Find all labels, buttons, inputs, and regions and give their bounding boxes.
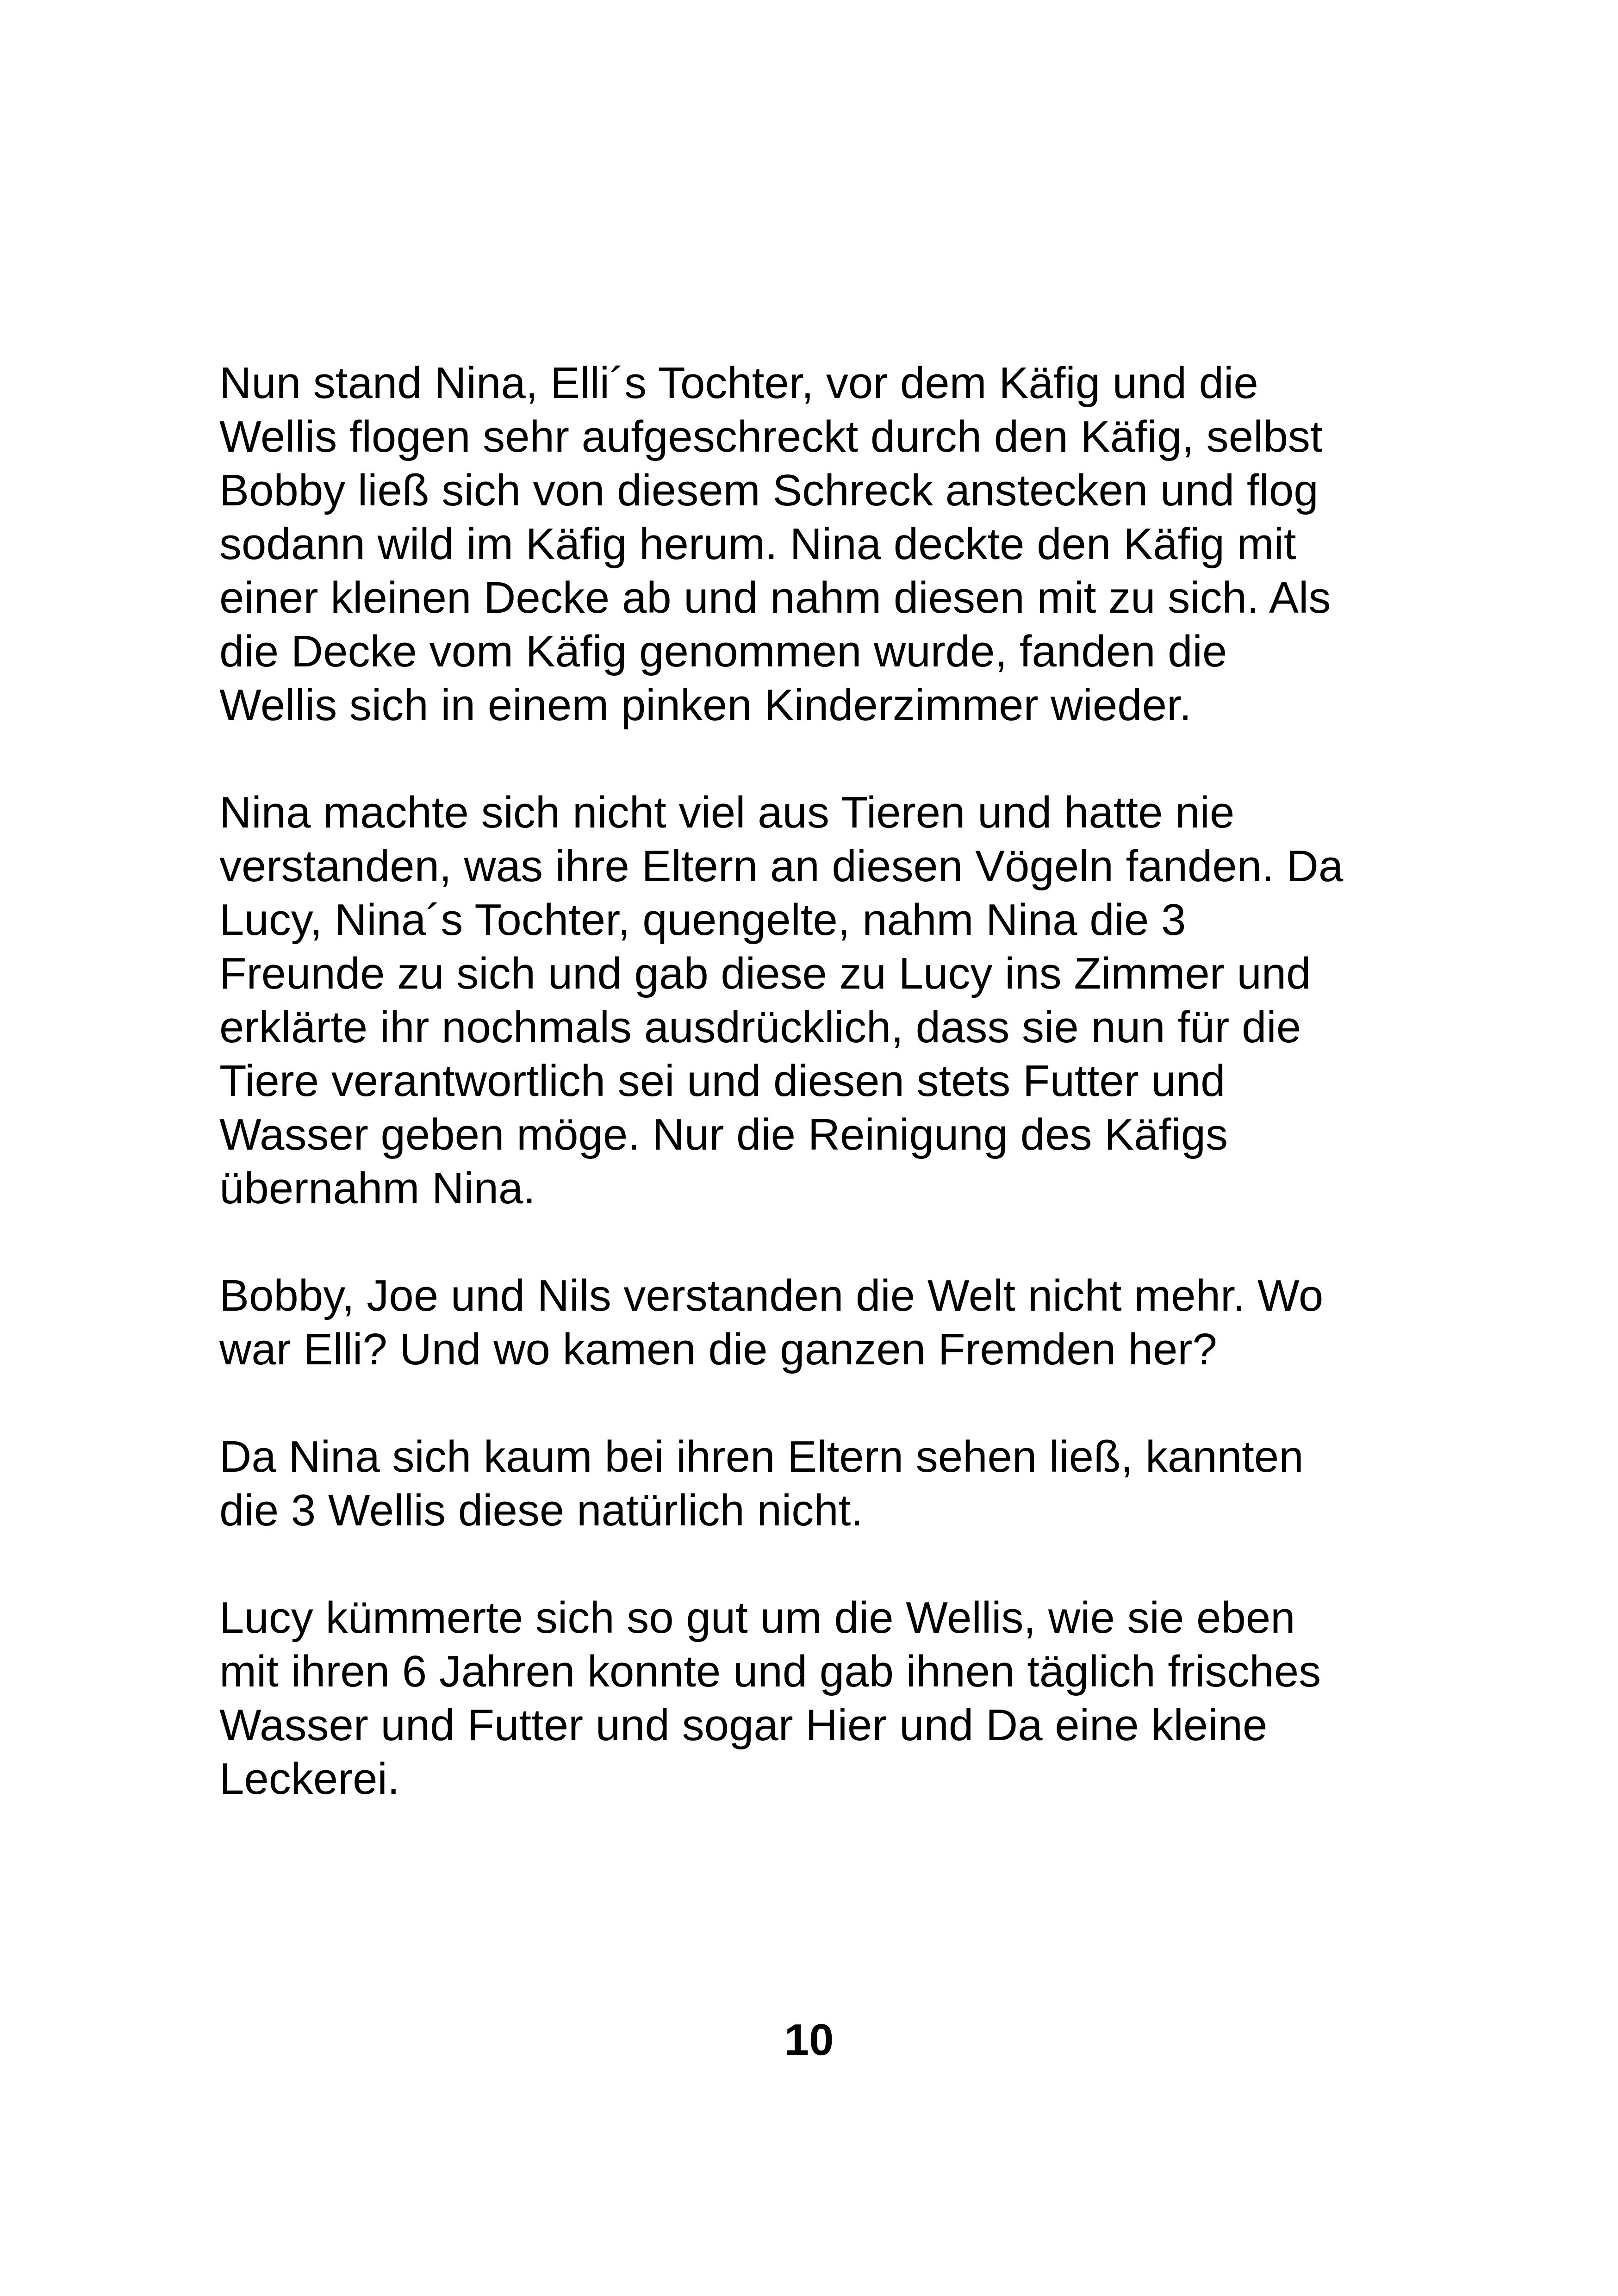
text-line: Freunde zu sich und gab diese zu Lucy ins Zimmer und [219,949,1311,998]
text-line: Nina machte sich nicht viel aus Tieren und hatte nie [219,788,1235,837]
text-line: war Elli? Und wo kamen die ganzen Fremden her? [219,1325,1217,1374]
text-line: Da Nina sich kaum bei ihren Eltern sehen ließ, kannten [219,1432,1304,1481]
paragraph-5 [219,1591,1432,1806]
body-text [219,356,1432,1860]
text-line: Lucy kümmerte sich so gut um die Wellis, wie sie eben [219,1593,1295,1643]
text-line: Leckerei. [219,1754,400,1804]
text-line: Nun stand Nina, Elli´s Tochter, vor dem Käfig und die [219,358,1258,408]
page-number: 10 [784,2015,834,2065]
text-line: Wellis flogen sehr aufgeschreckt durch den Käfig, selbst [219,412,1323,461]
text-line: Wellis sich in einem pinken Kinderzimmer wieder. [219,680,1192,730]
paragraph-1 [219,356,1432,732]
text-line: Tiere verantwortlich sei und diesen stets Futter und [219,1056,1226,1106]
paragraph-4 [219,1430,1432,1537]
text-line: mit ihren 6 Jahren konnte und gab ihnen täglich frisches [219,1647,1321,1696]
text-line: Lucy, Nina´s Tochter, quengelte, nahm Nina die 3 [219,895,1186,945]
text-line: Bobby, Joe und Nils verstanden die Welt nicht mehr. Wo [219,1271,1324,1320]
text-line: erklärte ihr nochmals ausdrücklich, dass sie nun für die [219,1002,1301,1052]
paragraph-2 [219,786,1432,1215]
text-line: die 3 Wellis diese natürlich nicht. [219,1486,863,1535]
text-line: Bobby ließ sich von diesem Schreck anstecken und flog [219,466,1319,515]
text-line: sodann wild im Käfig herum. Nina deckte den Käfig mit [219,519,1296,569]
text-line: Wasser und Futter und sogar Hier und Da eine kleine [219,1700,1268,1750]
text-line: verstanden, was ihre Eltern an diesen Vögeln fanden. Da [219,841,1344,891]
text-line: übernahm Nina. [219,1164,536,1213]
text-line: einer kleinen Decke ab und nahm diesen mit zu sich. Als [219,573,1331,622]
paragraph-3 [219,1269,1432,1376]
text-line: Wasser geben möge. Nur die Reinigung des Käfigs [219,1110,1228,1159]
text-line: die Decke vom Käfig genommen wurde, fanden die [219,627,1227,676]
